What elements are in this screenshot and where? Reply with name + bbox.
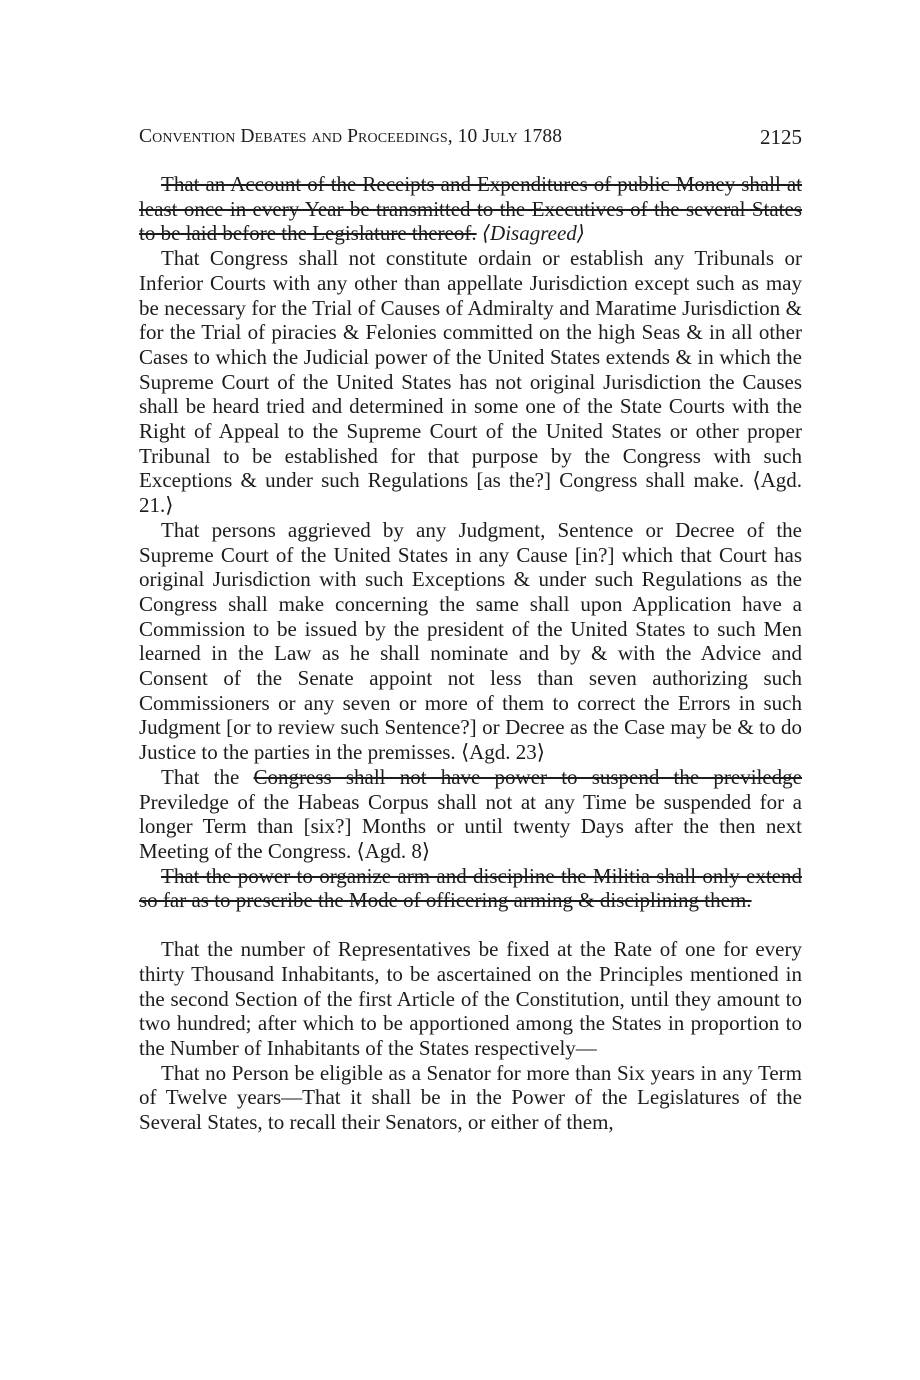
page-number: 2125 (760, 125, 802, 149)
paragraph-text: That no Person be eligible as a Senator for more than Six years in any Term of Twelve years—That it shall be in the Power of the Legislatures of the Several States, to recall their Senators, or either of them, (139, 1060, 802, 1135)
paragraph-habeas-corpus (139, 765, 802, 864)
paragraph-text: That persons aggrieved by any Judgment, Sentence or Decree of the Supreme Court of the United States in any Cause [in?] which that Court has original Jurisdiction with such Exceptions & under such Regulations as the Congress shall make concerning the same shall upon Application have a Commission to be issued by the president of the United States to such Men learned in the Law as he shall nominate and by & with the Advice and Consent of the Senate appoint not less than seven authorizing such Commissioners or any seven or more of them to correct the Errors in such Judgment [or to review such Sentence?] or Decree as the Case may be & to do Justice to the parties in the premisses. (139, 517, 802, 765)
editorial-note: ⟨Disagreed⟩ (481, 221, 585, 246)
paragraph-text: Previledge of the Habeas Corpus shall not at any Time be suspended for a longer Term than [six?] Months or until twenty Days after the then next Meeting of the Congress. (139, 789, 802, 863)
paragraph-appeals-commission (139, 518, 802, 765)
paragraph-militia (139, 864, 802, 913)
running-title: Convention Debates and Proceedings, 10 July 1788 (139, 126, 563, 147)
editorial-note: ⟨Agd. 8⟩ (356, 838, 431, 863)
editorial-note: ⟨Agd. 21.⟩ (139, 468, 802, 518)
paragraph-senators (139, 1061, 802, 1135)
struck-text: That the power to organize arm and discipline the Militia shall only extend so far as to prescribe the Mode of officering arming & disciplining them. (139, 863, 802, 913)
running-head (139, 124, 802, 150)
editorial-note: ⟨Agd. 23⟩ (460, 740, 545, 765)
paragraph-account-of-receipts (139, 172, 802, 246)
paragraph-representatives (139, 937, 802, 1061)
paragraph-lead: That the (161, 764, 240, 789)
struck-text: Congress shall not have power to suspend the previledge (253, 764, 803, 789)
paragraph-inferior-courts (139, 246, 802, 518)
body-text (139, 172, 802, 1135)
paragraph-text: That the number of Representatives be fixed at the Rate of one for every thirty Thousand Inhabitants, to be ascertained on the Principles mentioned in the second Section of the first Article of the Constitution, until they amount to two hundred; after which to be apportioned among the States in proportion to the Number of Inhabitants of the States respectively— (139, 937, 802, 1060)
paragraph-text: That Congress shall not constitute ordain or establish any Tribunals or Inferior Courts with any other than appellate Jurisdiction except such as may be necessary for the Trial of Causes of Admiralty and Maratime Jurisdiction & for the Trial of piracies & Felonies committed on the high Seas & in all other Cases to which the Judicial power of the United States extends & in which the Supreme Court of the United States has not original Jurisdiction the Causes shall be heard tried and determined in some one of the State Courts with the Right of Appeal to the Supreme Court of the United States or other proper Tribunal to be established for that purpose by the Congress with such Exceptions & under such Regulations [as the?] Congress shall make. (139, 246, 802, 493)
struck-text: That an Account of the Receipts and Expenditures of public Money shall at least once in every Year be transmitted to the Executives of the several States to be laid before the Legislature thereof. (139, 172, 802, 246)
section-gap (139, 913, 802, 937)
